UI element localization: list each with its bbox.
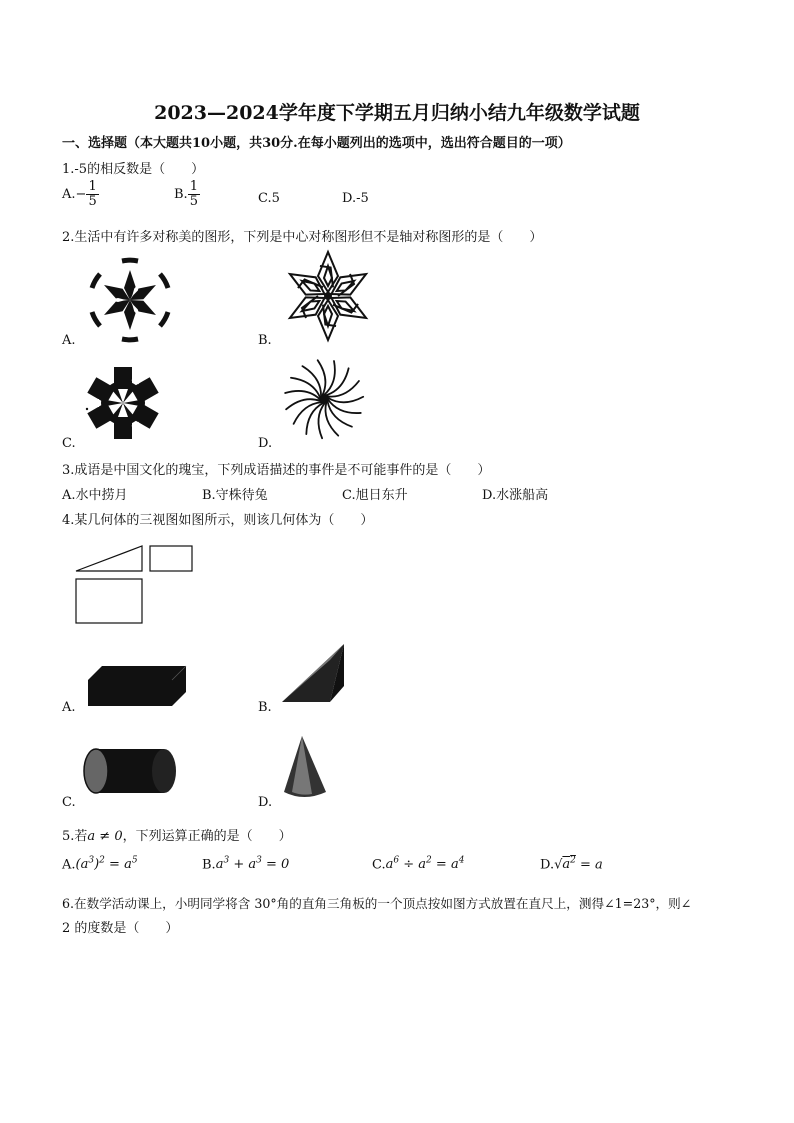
q5-option-c-prefix: C.	[372, 857, 386, 873]
question-6-stem-line1: 6.在数学活动课上，小明同学将含 30°角的直角三角板的一个顶点按如图方式放置在直尺上，测得∠1=23°，则∠	[62, 896, 692, 911]
q2-figure-d-swirl-icon	[282, 356, 366, 442]
q1-b-denominator: 5	[189, 194, 198, 209]
q5-option-a-prefix: A.	[62, 857, 76, 873]
q3-option-d[interactable]: D.水涨船高	[482, 488, 549, 503]
question-5-stem	[62, 825, 292, 844]
q1-b-numerator: 1	[189, 179, 198, 194]
question-1-stem: 1.-5的相反数是（ ）	[62, 162, 205, 177]
q1-option-b-prefix: B.	[174, 187, 188, 202]
q3-option-a[interactable]: A.水中捞月	[62, 488, 128, 503]
question-4-stem: 4.某几何体的三视图如图所示，则该几何体为（ ）	[62, 513, 374, 528]
q5-stem-suffix: ，下列运算正确的是（ ）	[122, 829, 292, 844]
question-2-stem: 2.生活中有许多对称美的图形，下列是中心对称图形但不是轴对称图形的是（ ）	[62, 230, 543, 245]
q4-label-d[interactable]: D.	[258, 795, 273, 810]
q1-option-b-fraction	[188, 180, 200, 209]
q1-option-a[interactable]	[62, 180, 99, 209]
q4-figure-a-prism-icon	[86, 664, 190, 708]
q2-figure-a-flower-icon	[88, 258, 172, 342]
q2-label-c[interactable]: C.	[62, 436, 76, 451]
q5-option-d[interactable]	[540, 856, 603, 872]
q2-label-b[interactable]: B.	[258, 333, 272, 348]
q1-option-b[interactable]	[174, 180, 200, 209]
question-3-stem: 3.成语是中国文化的瑰宝，下列成语描述的事件是不可能事件的是（ ）	[62, 463, 491, 478]
q2-label-a[interactable]: A.	[62, 333, 76, 348]
q5-option-d-prefix: D.	[540, 857, 555, 873]
q4-label-b[interactable]: B.	[258, 700, 272, 715]
q5-stem-prefix: 5.若	[62, 829, 88, 844]
question-6-stem-line2: 2 的度数是（ ）	[62, 921, 179, 936]
q2-figure-c-pinwheel-icon	[84, 362, 162, 444]
q4-label-c[interactable]: C.	[62, 795, 76, 810]
q4-label-a[interactable]: A.	[62, 700, 76, 715]
q1-option-a-prefix: A.	[62, 187, 76, 202]
q2-label-d[interactable]: D.	[258, 436, 273, 451]
q1-option-a-sign: −	[75, 187, 87, 202]
q3-option-c[interactable]: C.旭日东升	[342, 488, 408, 503]
q5-stem-math: a ≠ 0	[87, 829, 123, 844]
q5-option-a-expr: $(a^3)^2 = a^5$	[75, 856, 138, 873]
q1-option-d[interactable]: D.-5	[342, 191, 369, 206]
q4-figure-b-wedge-icon	[280, 642, 346, 704]
q5-option-b[interactable]	[202, 856, 289, 872]
q2-figure-b-snowflake-icon	[278, 250, 378, 342]
q1-option-a-fraction	[86, 180, 98, 209]
q5-option-c-expr: $a^6 \div a^2 = a^4$	[385, 856, 465, 873]
q4-figure-c-cylinder-icon	[82, 746, 178, 796]
q1-option-c[interactable]: C.5	[258, 191, 280, 206]
q4-three-views-diagram	[74, 544, 196, 626]
q1-a-numerator: 1	[88, 179, 97, 194]
q5-option-b-expr: $a^3 + a^3 = 0$	[215, 856, 290, 873]
q1-a-denominator: 5	[88, 194, 97, 209]
q5-option-b-prefix: B.	[202, 857, 216, 873]
q5-option-d-expr: $√a^2 = a$	[554, 856, 603, 873]
section-heading: 一、选择题（本大题共10小题，共30分.在每小题列出的选项中，选出符合题目的一项）	[62, 136, 571, 151]
q5-option-c[interactable]	[372, 856, 464, 872]
page-title: 2023—2024学年度下学期五月归纳小结九年级数学试题	[154, 102, 640, 124]
q3-option-b[interactable]: B.守株待兔	[202, 488, 268, 503]
q4-figure-d-cone-icon	[282, 734, 328, 802]
q5-option-a[interactable]	[62, 856, 138, 872]
